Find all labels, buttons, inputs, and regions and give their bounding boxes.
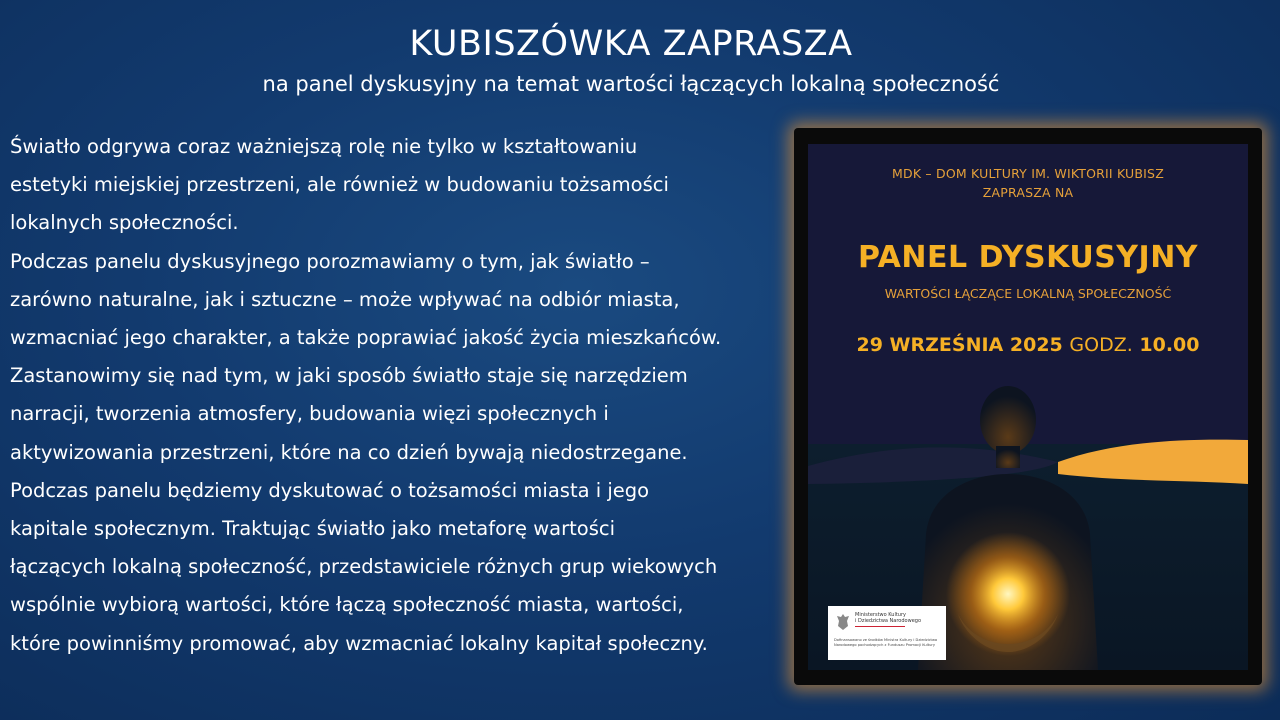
poster-time-label: GODZ. <box>1069 334 1133 356</box>
page-title: KUBISZÓWKA ZAPRASZA <box>409 24 853 64</box>
text-line: łączących lokalną społeczność, przedstawiciele różnych grup wiekowych <box>10 555 718 579</box>
text-line: Zastanowimy się nad tym, w jaki sposób światło staje się narzędziem <box>10 364 688 388</box>
text-line: Podczas panelu dyskusyjnego porozmawiamy o tym, jak światło – <box>10 249 650 273</box>
poster-organizer <box>808 164 1248 202</box>
text-line: które powinniśmy promować, aby wzmacniać lokalny kapitał społeczny. <box>10 631 708 655</box>
ministry-name <box>855 612 921 624</box>
funding-note: Dofinansowano ze środków Ministra Kultury i Dziedzictwa Narodowego pochodzących z Funduszu Promocji Kultury <box>834 638 938 647</box>
poster-org-line: ZAPRASZA NA <box>982 185 1074 200</box>
poster-date: 29 WRZEŚNIA 2025 <box>856 334 1063 356</box>
description-text <box>10 128 790 663</box>
poster-time: 10.00 <box>1139 334 1200 356</box>
text-line: kapitale społecznym. Traktując światło jako metaforę wartości <box>10 517 616 541</box>
text-line: Podczas panelu będziemy dyskutować o tożsamości miasta i jego <box>10 478 650 502</box>
ministry-name-line: i Dziedzictwa Narodowego <box>855 618 921 624</box>
poster-title: PANEL DYSKUSYJNY <box>857 240 1199 275</box>
text-line: Światło odgrywa coraz ważniejszą rolę nie tylko w kształtowaniu <box>10 135 638 158</box>
text-line: aktywizowania przestrzeni, które na co dzień bywają niedostrzegane. <box>10 440 688 464</box>
sunset-wave <box>1058 440 1248 484</box>
poster-org-line: MDK – DOM KULTURY IM. WIKTORII KUBISZ <box>892 166 1164 181</box>
text-line: lokalnych społeczności. <box>10 211 239 235</box>
poster-illustration <box>808 144 1248 670</box>
text-line: wspólnie wybiorą wartości, które łączą społeczność miasta, wartości, <box>10 593 684 617</box>
event-poster <box>808 144 1248 670</box>
text-line: zarówno naturalne, jak i sztuczne – może wpływać na odbiór miasta, <box>10 287 680 311</box>
ministry-name-line: Ministerstwo Kultury <box>855 612 906 618</box>
page-subtitle: na panel dyskusyjny na temat wartości łączących lokalną społeczność <box>262 72 1000 96</box>
text-line: narracji, tworzenia atmosfery, budowania więzi społecznych i <box>10 402 609 426</box>
logo-divider <box>855 626 905 627</box>
poster-date-time <box>808 334 1248 356</box>
poster-subtitle: WARTOŚCI ŁĄCZĄCE LOKALNĄ SPOŁECZNOŚĆ <box>884 286 1172 301</box>
text-line: estetyki miejskiej przestrzeni, ale również w budowaniu tożsamości <box>10 173 669 197</box>
text-line: wzmacniać jego charakter, a także poprawiać jakość życia mieszkańców. <box>10 326 722 350</box>
glowing-orb <box>946 532 1070 656</box>
ministry-logo <box>828 606 946 660</box>
eagle-emblem-icon <box>836 612 850 632</box>
event-poster-frame <box>794 128 1262 685</box>
